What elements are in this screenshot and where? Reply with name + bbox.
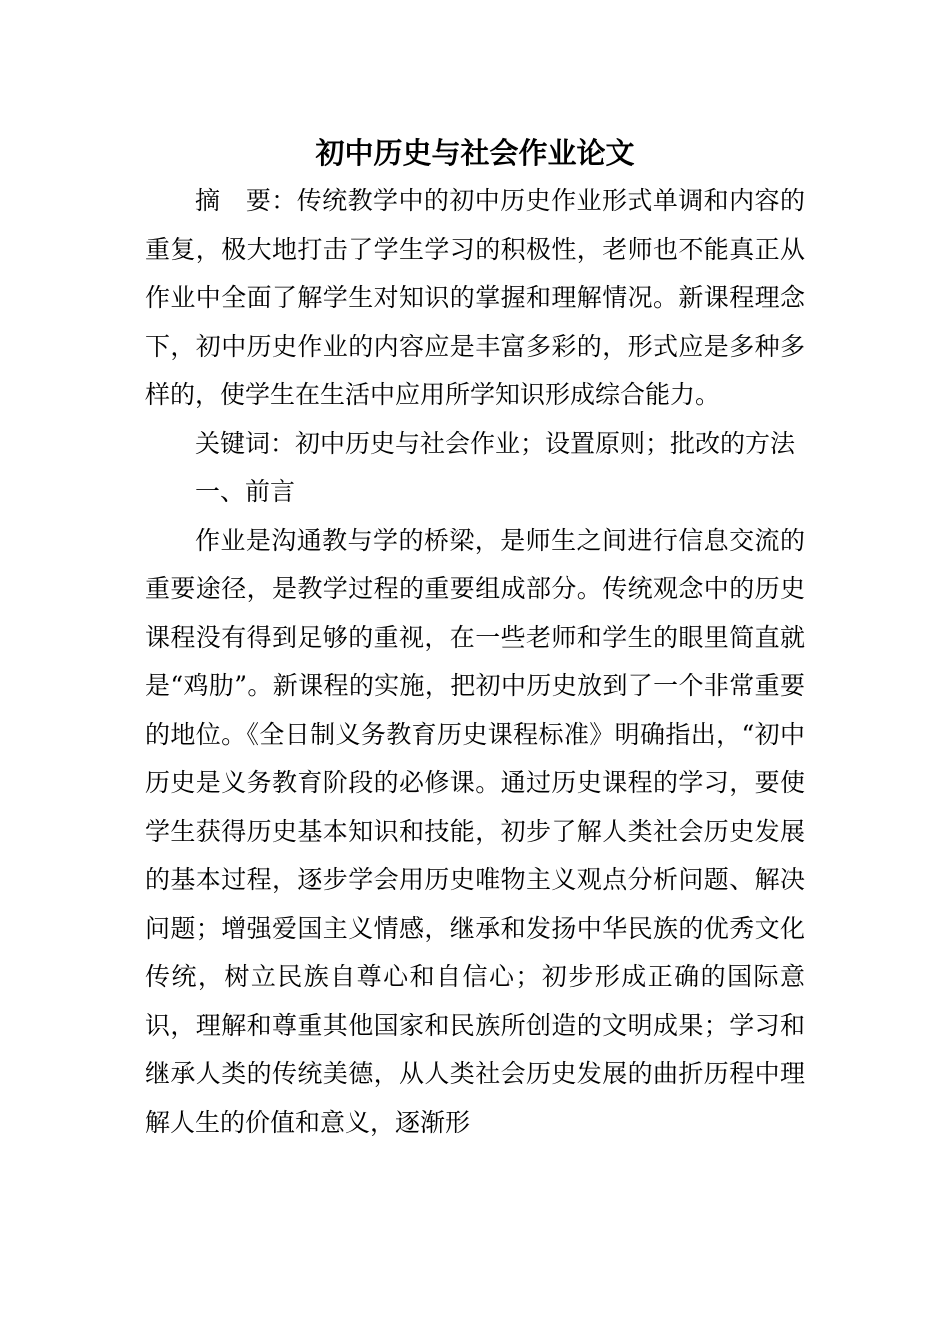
document-title: 初中历史与社会作业论文	[315, 136, 635, 170]
abstract-paragraph: 摘 要：传统教学中的初中历史作业形式单调和内容的重复，极大地打击了学生学习的积极性，老师也不能真正从作业中全面了解学生对知识的掌握和理解情况。新课程理念下，初中历史作业的内容应是丰富多彩的，形式应是多种多样的，使学生在生活中应用所学知识形成综合能力。	[145, 186, 805, 409]
section-heading: 一、前言	[195, 477, 296, 506]
body-paragraph: 作业是沟通教与学的桥梁，是师生之间进行信息交流的重要途径，是教学过程的重要组成部分。传统观念中的历史课程没有得到足够的重视，在一些老师和学生的眼里简直就是“鸡肋”。新课程的实施，把初中历史放到了一个非常重要的地位。《全日制义务教育历史课程标准》明确指出，“初中历史是义务教育阶段的必修课。通过历史课程的学习，要使学生获得历史基本知识和技能，初步了解人类社会历史发展的基本过程，逐步学会用历史唯物主义观点分析问题、解决问题；增强爱国主义情感，继承和发扬中华民族的优秀文化传统，树立民族自尊心和自信心；初步形成正确的国际意识，理解和尊重其他国家和民族所创造的文明成果；学习和继承人类的传统美德，从人类社会历史发展的曲折历程中理解人生的价值和意义，逐渐形	[145, 525, 805, 1137]
keywords-paragraph: 关键词：初中历史与社会作业；设置原则；批改的方法	[195, 428, 796, 458]
document-body	[145, 177, 805, 1147]
